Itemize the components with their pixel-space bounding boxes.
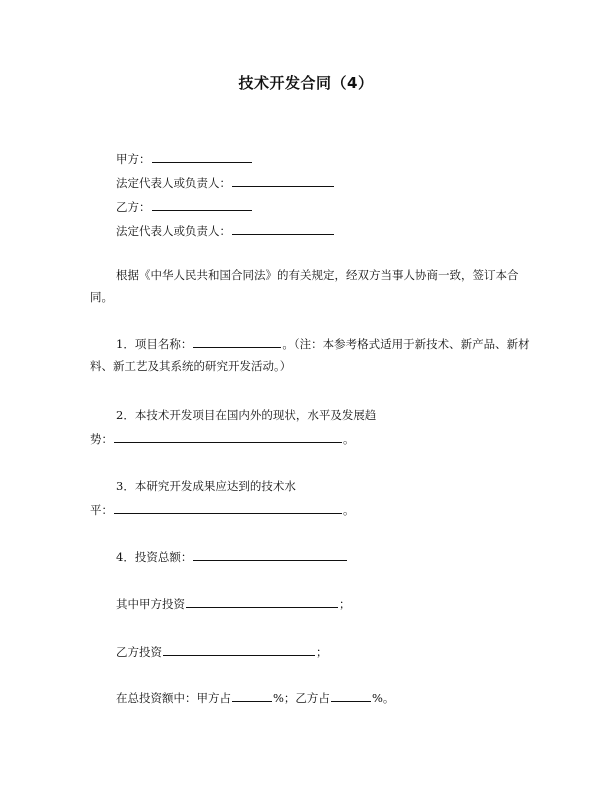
item-1-blank[interactable] xyxy=(193,336,281,348)
ratio-prefix: 在总投资额中：甲方占 xyxy=(116,691,231,705)
party-a-ratio-blank[interactable] xyxy=(232,690,272,702)
party-a-rep-blank[interactable] xyxy=(232,175,334,187)
party-a-rep-label: 法定代表人或负责人： xyxy=(116,176,231,190)
party-b-blank[interactable] xyxy=(152,199,252,211)
item-3-blank[interactable] xyxy=(114,502,342,514)
party-b-invest-end: ； xyxy=(316,645,328,659)
party-b-ratio-blank[interactable] xyxy=(331,690,371,702)
item-4-label: 4．投资总额： xyxy=(116,550,193,564)
item-2-blank[interactable] xyxy=(114,431,342,443)
party-b-invest-blank[interactable] xyxy=(163,644,315,656)
ratio-mid: %；乙方占 xyxy=(273,691,330,705)
item-2-label: 势： xyxy=(90,432,113,446)
item-2-line-2 xyxy=(90,431,355,446)
item-3-label: 平： xyxy=(90,503,113,517)
party-b-label: 乙方： xyxy=(116,200,151,214)
party-a-label: 甲方： xyxy=(116,152,151,166)
item-1-note: 。（注：本参考格式适用于新技术、新产品、新材料、新工艺及其系统的研究开发活动。） xyxy=(90,337,530,373)
party-b-invest-label: 乙方投资 xyxy=(116,645,162,659)
item-4-line xyxy=(116,549,348,564)
party-a-invest-end: ； xyxy=(339,597,351,611)
item-2-line-1: 2．本技术开发项目在国内外的现状，水平及发展趋 xyxy=(116,408,377,422)
ratio-end: %。 xyxy=(371,691,395,705)
item-1-label: 1．项目名称： xyxy=(116,337,193,351)
party-a-line xyxy=(116,151,253,166)
item-2-end: 。 xyxy=(343,432,355,446)
party-b-rep-label: 法定代表人或负责人： xyxy=(116,224,231,238)
party-b-line xyxy=(116,199,253,214)
party-a-invest-label: 其中甲方投资 xyxy=(116,597,185,611)
item-3-end: 。 xyxy=(343,503,355,517)
party-b-rep-line xyxy=(116,223,335,238)
item-3-line-2 xyxy=(90,502,355,517)
item-4-blank[interactable] xyxy=(193,549,347,561)
item-3-line-1: 3．本研究开发成果应达到的技术水 xyxy=(116,479,296,493)
party-a-blank[interactable] xyxy=(152,151,252,163)
party-a-rep-line xyxy=(116,175,335,190)
item-1-paragraph xyxy=(90,333,530,377)
party-b-rep-blank[interactable] xyxy=(232,223,334,235)
intro-paragraph: 根据《中华人民共和国合同法》的有关规定，经双方当事人协商一致，签订本合同。 xyxy=(90,268,519,304)
document-title: 技术开发合同（4） xyxy=(238,74,374,92)
party-b-invest-line xyxy=(116,644,328,659)
party-a-invest-blank[interactable] xyxy=(186,596,338,608)
investment-ratio-line xyxy=(116,690,394,705)
party-a-invest-line xyxy=(116,596,351,611)
